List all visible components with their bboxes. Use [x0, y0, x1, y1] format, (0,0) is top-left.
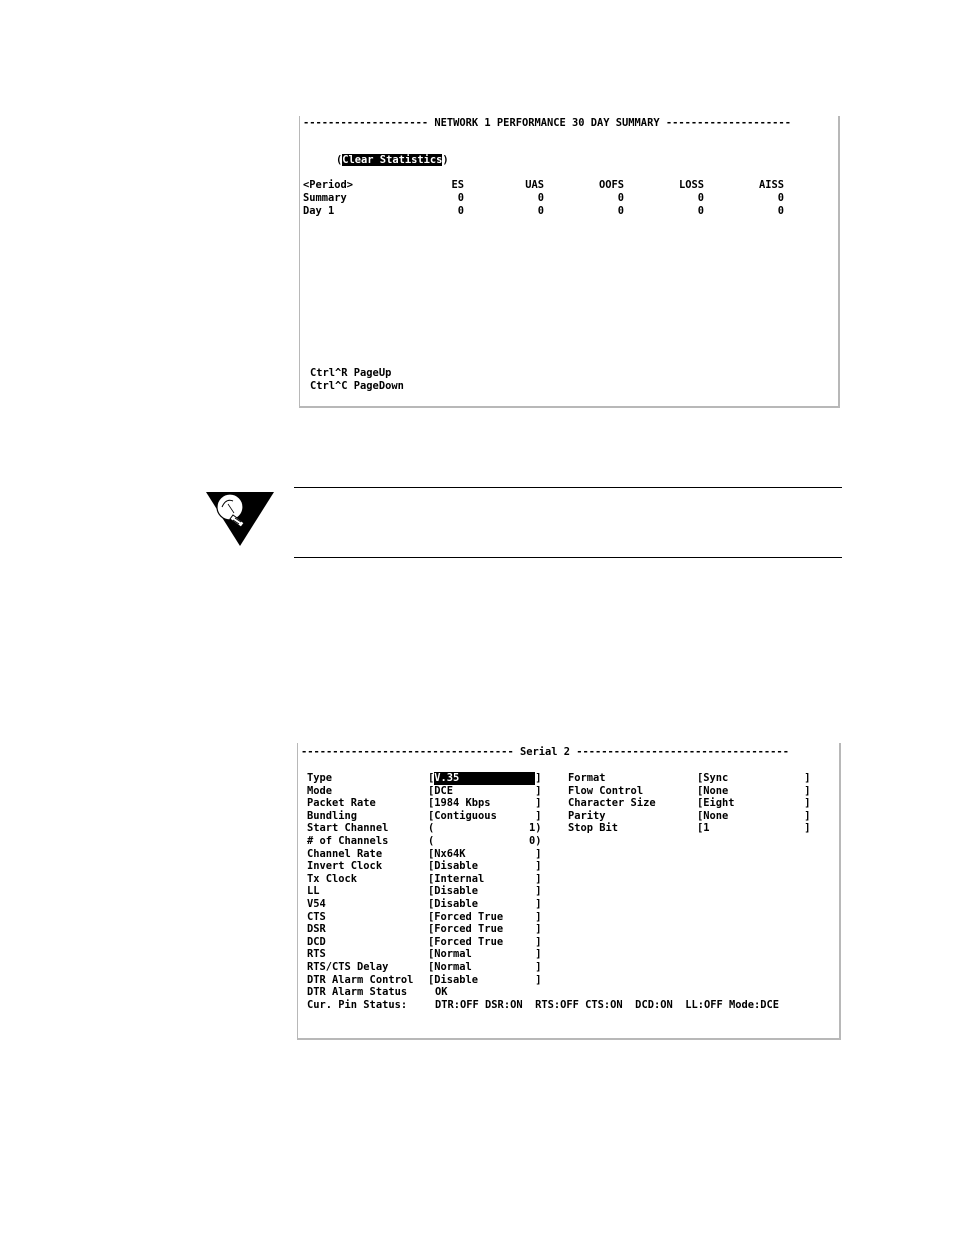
- bracket-open: [: [697, 772, 704, 784]
- field-label: Bundling: [307, 809, 358, 822]
- field-value: Disable: [434, 973, 479, 986]
- field-value: Forced True: [434, 910, 504, 923]
- field-value: DCE: [434, 784, 454, 797]
- field-value: Disable: [434, 860, 479, 873]
- field-value: Normal: [434, 961, 472, 973]
- bracket-open: [: [428, 935, 435, 948]
- note-top-rule: [294, 487, 842, 488]
- pin-status-label: Cur. Pin Status:: [307, 998, 408, 1011]
- row-period: Summary: [303, 192, 347, 204]
- bracket-open: [: [697, 809, 704, 822]
- bracket-open: [: [428, 860, 435, 873]
- field-value: 1: [703, 822, 710, 835]
- field-label: Packet Rate: [307, 797, 376, 810]
- field-value: Forced True: [434, 923, 504, 936]
- column-header-oofs: OOFS: [598, 179, 624, 191]
- bracket-close: ]: [804, 772, 811, 784]
- field-label: V54: [307, 898, 326, 910]
- field-label: Format: [568, 772, 606, 784]
- field-label: # of Channels: [307, 835, 389, 847]
- field-value: Internal: [434, 872, 485, 885]
- bracket-close: ]: [535, 935, 542, 948]
- field-value-input[interactable]: [428, 948, 542, 961]
- field-label: LL: [307, 885, 320, 898]
- bracket-close: ]: [535, 809, 542, 822]
- bracket-close: ]: [804, 822, 811, 835]
- table-cell: 0: [697, 205, 704, 217]
- field-value: V.35: [434, 772, 535, 785]
- column-header-aiss: AISS: [758, 179, 784, 191]
- screen-title-line: -------------------- NETWORK 1 PERFORMANCE 30 DAY SUMMARY --------------------: [303, 117, 791, 129]
- bracket-close: ]: [535, 784, 542, 797]
- bracket-open: [: [428, 809, 435, 822]
- clear-statistics-label: lear Statistics: [348, 154, 443, 166]
- table-cell: 0: [697, 192, 704, 204]
- field-label: Parity: [568, 809, 606, 822]
- table-cell: 0: [537, 192, 544, 204]
- bracket-close: ): [535, 835, 542, 847]
- clear-statistics-button[interactable]: [336, 154, 449, 167]
- note-block: [204, 487, 844, 559]
- table-cell: 0: [537, 205, 544, 217]
- field-value-input[interactable]: [428, 923, 542, 936]
- field-value: 1: [529, 822, 536, 835]
- bracket-close: ]: [535, 885, 542, 898]
- bracket-open: (: [428, 835, 435, 847]
- row-period: Day 1: [303, 205, 335, 217]
- field-label: Tx Clock: [307, 872, 358, 885]
- field-value: Disable: [434, 898, 479, 910]
- field-value: Forced True: [434, 935, 504, 948]
- bracket-open: [: [428, 961, 435, 973]
- bracket-open: [: [697, 822, 704, 835]
- field-value-input[interactable]: [697, 822, 811, 835]
- field-value: 1984 Kbps: [434, 797, 491, 810]
- table-cell: 0: [617, 205, 624, 217]
- field-value-input[interactable]: [428, 810, 542, 823]
- field-value-input[interactable]: [428, 822, 542, 835]
- bracket-close: ]: [804, 797, 811, 810]
- field-label: Type: [307, 772, 333, 784]
- field-label: Channel Rate: [307, 847, 383, 860]
- bracket-close: ]: [535, 923, 542, 936]
- field-label: DCD: [307, 935, 326, 948]
- field-value-input[interactable]: [428, 911, 542, 924]
- bracket-open: [: [428, 797, 435, 810]
- bracket-close: ]: [535, 948, 542, 961]
- field-value-input[interactable]: [428, 961, 542, 974]
- table-cell: 0: [617, 192, 624, 204]
- bracket-open: [: [697, 784, 704, 797]
- field-label: DTR Alarm Control: [307, 973, 414, 986]
- field-label: DSR: [307, 923, 326, 936]
- field-label: Invert Clock: [307, 860, 383, 873]
- paren-open: (: [336, 154, 343, 166]
- bracket-open: [: [428, 910, 435, 923]
- bracket-close: ): [535, 822, 542, 835]
- field-value: Sync: [703, 772, 729, 784]
- bracket-open: [: [428, 973, 435, 986]
- column-header-period: <Period>: [303, 179, 354, 191]
- field-label: Flow Control: [568, 784, 644, 797]
- bracket-close: ]: [535, 961, 542, 973]
- note-bottom-rule: [294, 557, 842, 558]
- field-value: Normal: [434, 948, 472, 961]
- column-header-es: ES: [451, 179, 464, 191]
- field-label: Stop Bit: [568, 822, 619, 835]
- dtr-alarm-status-label: DTR Alarm Status: [307, 986, 408, 999]
- bracket-close: ]: [535, 973, 542, 986]
- field-label: RTS: [307, 948, 326, 961]
- table-cell: 0: [457, 205, 464, 217]
- column-header-uas: UAS: [525, 179, 544, 191]
- screen-title-line: ---------------------------------- Serial 2 ----------------------------------: [301, 746, 789, 758]
- field-value-input[interactable]: [428, 797, 542, 810]
- field-value-input[interactable]: [428, 772, 542, 785]
- bracket-open: [: [697, 797, 704, 810]
- field-value: 0: [529, 835, 536, 847]
- help-page-up: Ctrl^R PageUp: [310, 367, 392, 379]
- field-label: Mode: [307, 784, 333, 797]
- bracket-open: [: [428, 948, 435, 961]
- bracket-open: [: [428, 923, 435, 936]
- field-value-input[interactable]: [428, 785, 542, 798]
- field-value-input[interactable]: [428, 974, 542, 987]
- bracket-open: (: [428, 822, 435, 835]
- bracket-close: ]: [535, 910, 542, 923]
- bracket-close: ]: [535, 772, 542, 784]
- field-label: Character Size: [568, 797, 656, 810]
- field-value-input[interactable]: [428, 885, 542, 898]
- bracket-close: ]: [804, 809, 811, 822]
- bracket-open: [: [428, 784, 435, 797]
- table-cell: 0: [457, 192, 464, 204]
- bracket-close: ]: [804, 784, 811, 797]
- cursor: C: [342, 154, 349, 166]
- field-value: Nx64K: [434, 847, 466, 860]
- field-value-input[interactable]: [428, 835, 542, 848]
- field-label: CTS: [307, 910, 326, 923]
- field-value-input[interactable]: [428, 873, 542, 886]
- field-value-input[interactable]: [428, 936, 542, 949]
- bracket-open: [: [428, 847, 435, 860]
- field-value: Eight: [703, 797, 735, 810]
- bracket-close: ]: [535, 860, 542, 873]
- bracket-close: ]: [535, 898, 542, 910]
- paren-close: ): [442, 154, 449, 166]
- field-label: Start Channel: [307, 822, 389, 835]
- bracket-open: [: [428, 885, 435, 898]
- column-header-loss: LOSS: [678, 179, 704, 191]
- bracket-close: ]: [535, 797, 542, 810]
- field-value-input[interactable]: [697, 797, 811, 810]
- bracket-close: ]: [535, 872, 542, 885]
- field-value: None: [703, 809, 729, 822]
- field-value-input[interactable]: [428, 898, 542, 911]
- help-page-down: Ctrl^C PageDown: [310, 380, 404, 392]
- field-value-input[interactable]: [428, 860, 542, 873]
- field-value-input[interactable]: [697, 810, 811, 823]
- field-value: None: [703, 784, 729, 797]
- table-cell: 0: [777, 192, 784, 204]
- field-value: Disable: [434, 885, 479, 898]
- field-value: Contiguous: [434, 809, 497, 822]
- pin-status-value: DTR:OFF DSR:ON RTS:OFF CTS:ON DCD:ON LL:OFF Mode:DCE: [435, 998, 780, 1011]
- lightbulb-note-icon: [204, 490, 276, 548]
- performance-summary-screen: [299, 116, 840, 408]
- field-label: RTS/CTS Delay: [307, 961, 389, 973]
- bracket-open: [: [428, 872, 435, 885]
- field-value-input[interactable]: [697, 772, 811, 785]
- bracket-open: [: [428, 898, 435, 910]
- table-cell: 0: [777, 205, 784, 217]
- bracket-close: ]: [535, 847, 542, 860]
- field-value-input[interactable]: [697, 785, 811, 798]
- field-value-input[interactable]: [428, 848, 542, 861]
- serial-config-screen: [297, 743, 841, 1040]
- dtr-alarm-status-value: OK: [435, 986, 448, 999]
- bracket-open: [: [428, 772, 435, 784]
